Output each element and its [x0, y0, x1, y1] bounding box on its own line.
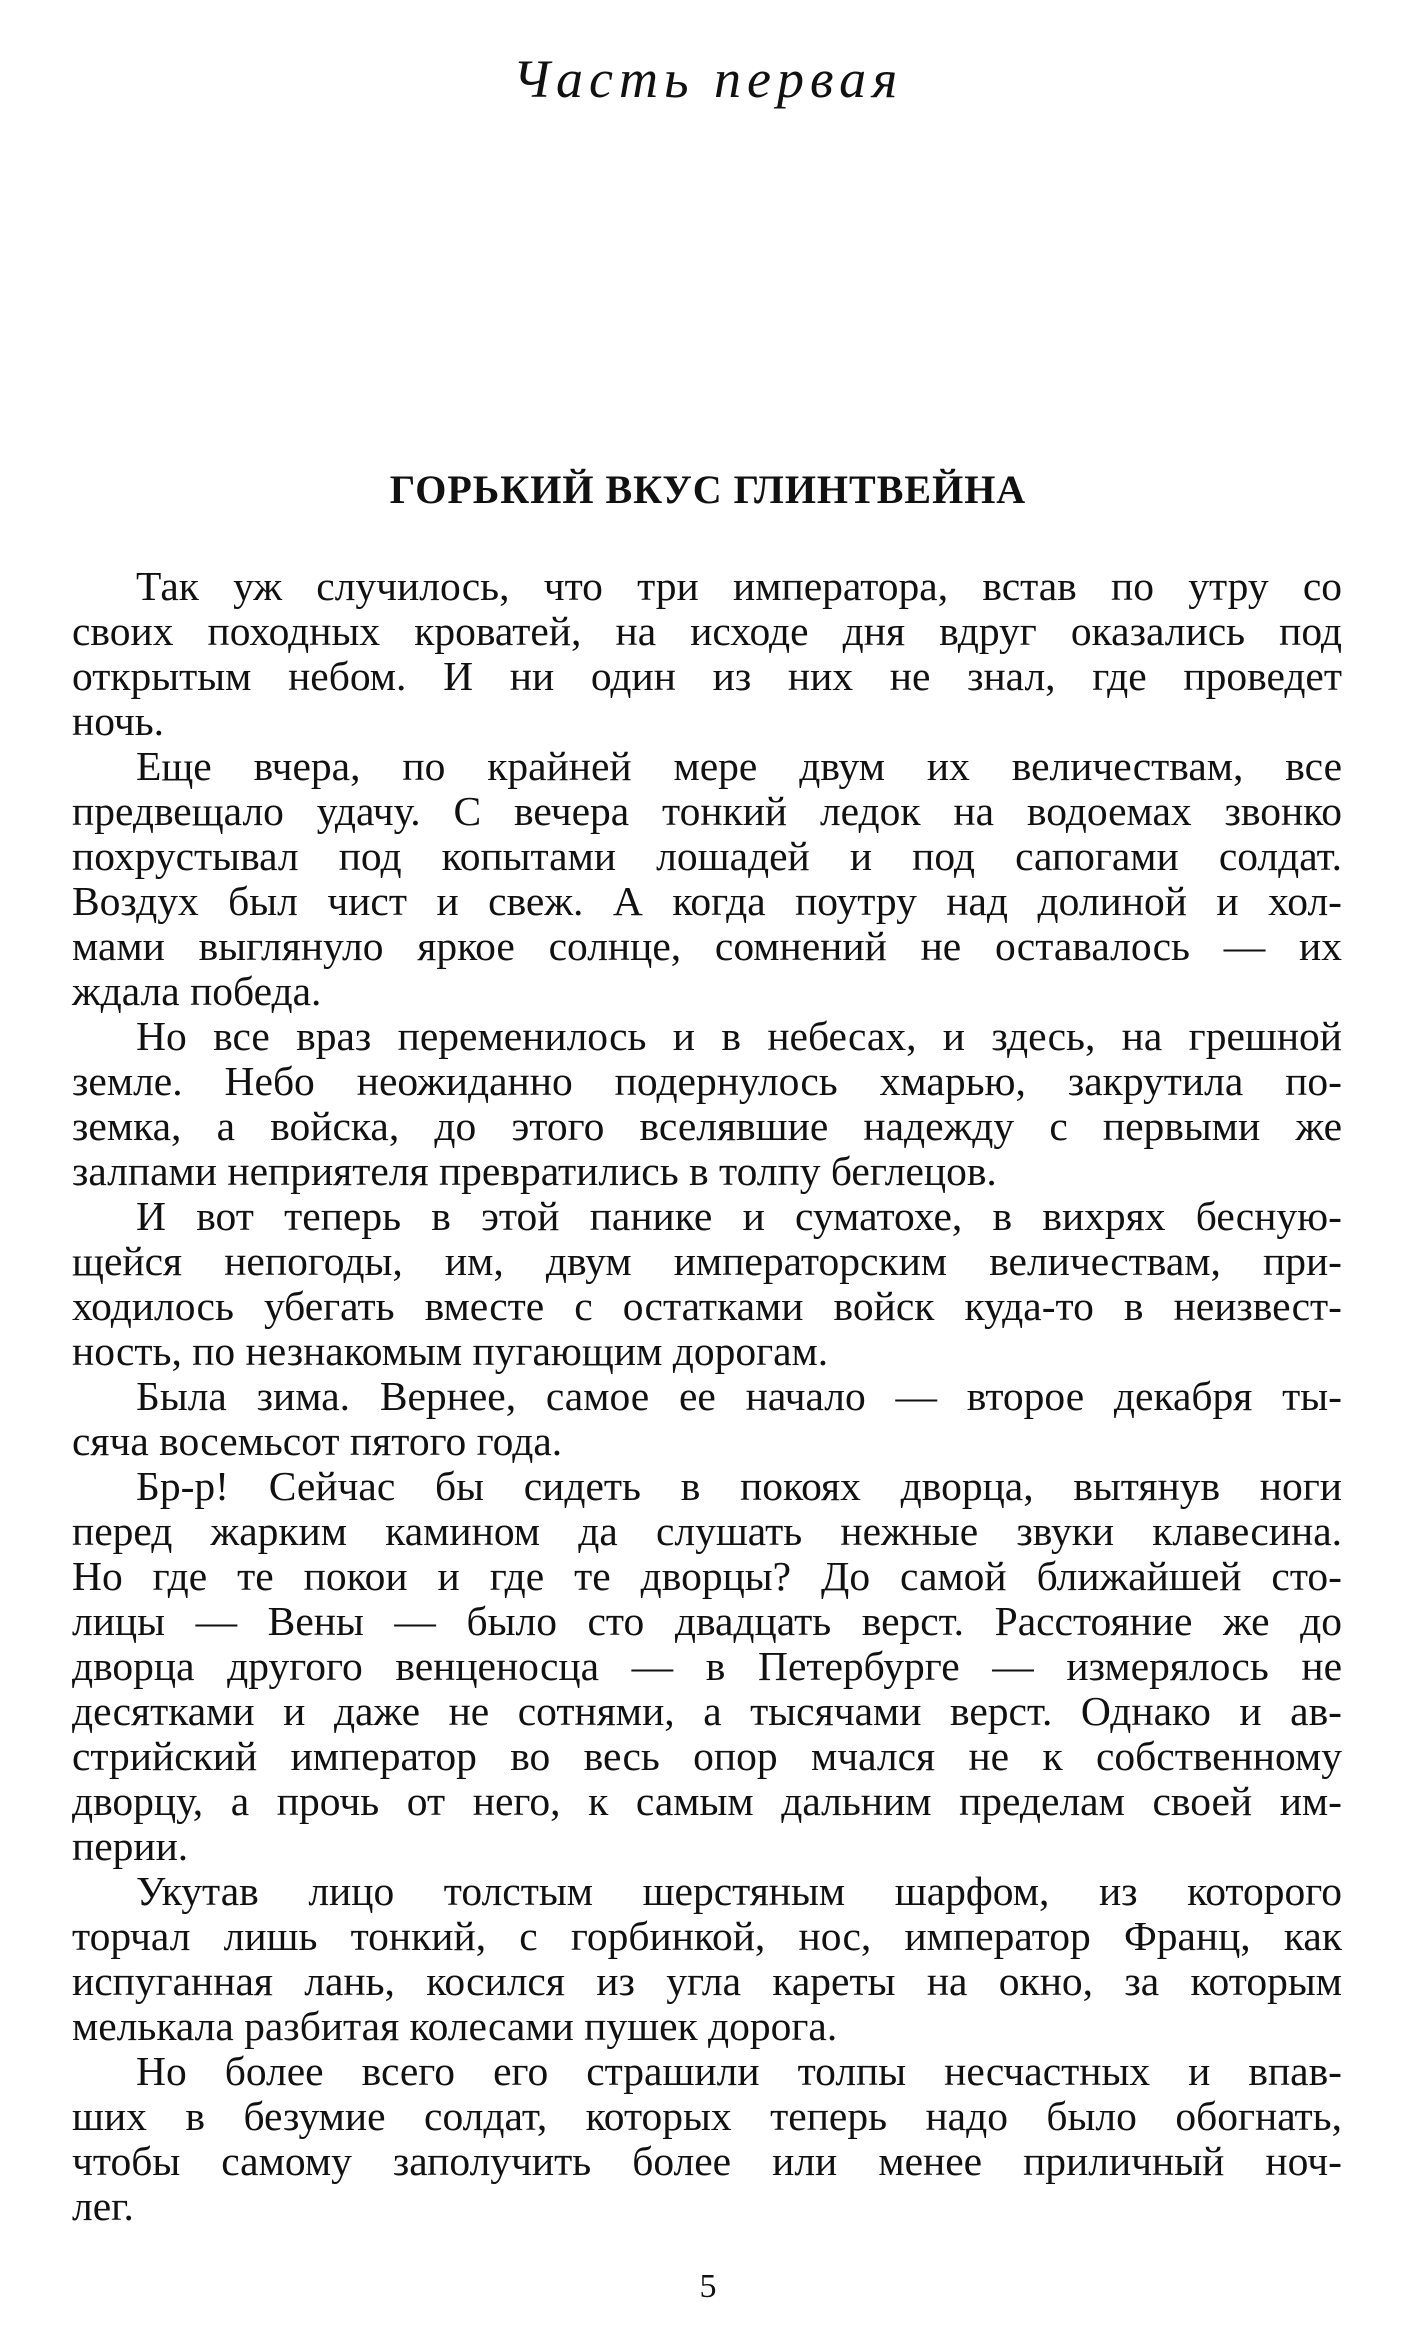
text-line: ших в безумие солдат, которых теперь надо было обогнать,: [72, 2093, 1342, 2139]
text-line: предвещало удачу. С вечера тонкий ледок на водоемах звонко: [72, 788, 1342, 834]
text-line: ность, по незнакомым пугающим дорогам.: [72, 1328, 829, 1374]
chapter-body: [72, 564, 1342, 2229]
text-line: Но где те покои и где те дворцы? До самой ближайшей сто-: [72, 1553, 1342, 1599]
text-line: десятками и даже не сотнями, а тысячами верст. Однако и ав-: [72, 1688, 1342, 1734]
text-line: торчал лишь тонкий, с горбинкой, нос, император Франц, как: [72, 1913, 1342, 1959]
text-line: Но более всего его страшили толпы несчастных и впав-: [136, 2048, 1342, 2094]
text-line: ходилось убегать вместе с остатками войск куда-то в неизвест-: [72, 1283, 1342, 1329]
chapter-title: ГОРЬКИЙ ВКУС ГЛИНТВЕЙНА: [389, 467, 1027, 512]
paragraph: [72, 2049, 1342, 2229]
paragraph: [72, 1374, 1342, 1464]
text-line: перед жарким камином да слушать нежные звуки клавесина.: [72, 1508, 1342, 1554]
text-line: ждала победа.: [72, 968, 322, 1014]
text-line: дворца другого венценосца — в Петербурге — измерялось не: [72, 1643, 1342, 1689]
page-number: 5: [699, 2268, 717, 2305]
text-line: дворцу, а прочь от него, к самым дальним пределам своей им-: [72, 1778, 1342, 1824]
text-line: своих походных кроватей, на исходе дня вдруг оказались под: [72, 608, 1342, 654]
paragraph: [72, 564, 1342, 744]
text-line: земка, а войска, до этого вселявшие надежду с первыми же: [72, 1103, 1342, 1149]
text-line: Воздух был чист и свеж. А когда поутру над долиной и хол-: [72, 878, 1342, 924]
text-line: Но все враз переменилось и в небесах, и здесь, на грешной: [136, 1013, 1342, 1059]
text-line: Была зима. Вернее, самое ее начало — второе декабря ты-: [136, 1373, 1342, 1419]
paragraph: [72, 744, 1342, 1014]
paragraph: [72, 1869, 1342, 2049]
text-line: щейся непогоды, им, двум императорским величествам, при-: [72, 1238, 1342, 1284]
text-line: залпами неприятеля превратились в толпу беглецов.: [72, 1148, 997, 1194]
text-line: лицы — Вены — было сто двадцать верст. Расстояние же до: [72, 1598, 1342, 1644]
text-line: перии.: [72, 1823, 189, 1869]
paragraph: [72, 1014, 1342, 1194]
part-title: Часть первая: [512, 49, 904, 109]
text-line: мами выглянуло яркое солнце, сомнений не оставалось — их: [72, 923, 1342, 969]
paragraph: [72, 1194, 1342, 1374]
text-line: сяча восемьсот пятого года.: [72, 1418, 563, 1464]
text-line: лег.: [72, 2183, 134, 2229]
text-line: Укутав лицо толстым шерстяным шарфом, из которого: [136, 1868, 1342, 1914]
text-line: открытым небом. И ни один из них не знал, где проведет: [72, 653, 1342, 699]
text-line: Еще вчера, по крайней мере двум их величествам, все: [136, 743, 1342, 789]
text-line: И вот теперь в этой панике и суматохе, в вихрях бесную-: [136, 1193, 1342, 1239]
text-line: испуганная лань, косился из угла кареты на окно, за которым: [72, 1958, 1342, 2004]
text-line: стрийский император во весь опор мчался не к собственному: [72, 1733, 1342, 1779]
text-line: похрустывал под копытами лошадей и под сапогами солдат.: [72, 833, 1342, 879]
paragraph: [72, 1464, 1342, 1869]
text-line: Бр-р! Сейчас бы сидеть в покоях дворца, вытянув ноги: [136, 1463, 1342, 1509]
text-line: Так уж случилось, что три императора, встав по утру со: [136, 563, 1342, 609]
text-line: мелькала разбитая колесами пушек дорога.: [72, 2003, 838, 2049]
text-line: земле. Небо неожиданно подернулось хмарью, закрутила по-: [72, 1058, 1342, 1104]
text-line: чтобы самому заполучить более или менее приличный ноч-: [72, 2138, 1342, 2184]
text-line: ночь.: [72, 698, 165, 744]
